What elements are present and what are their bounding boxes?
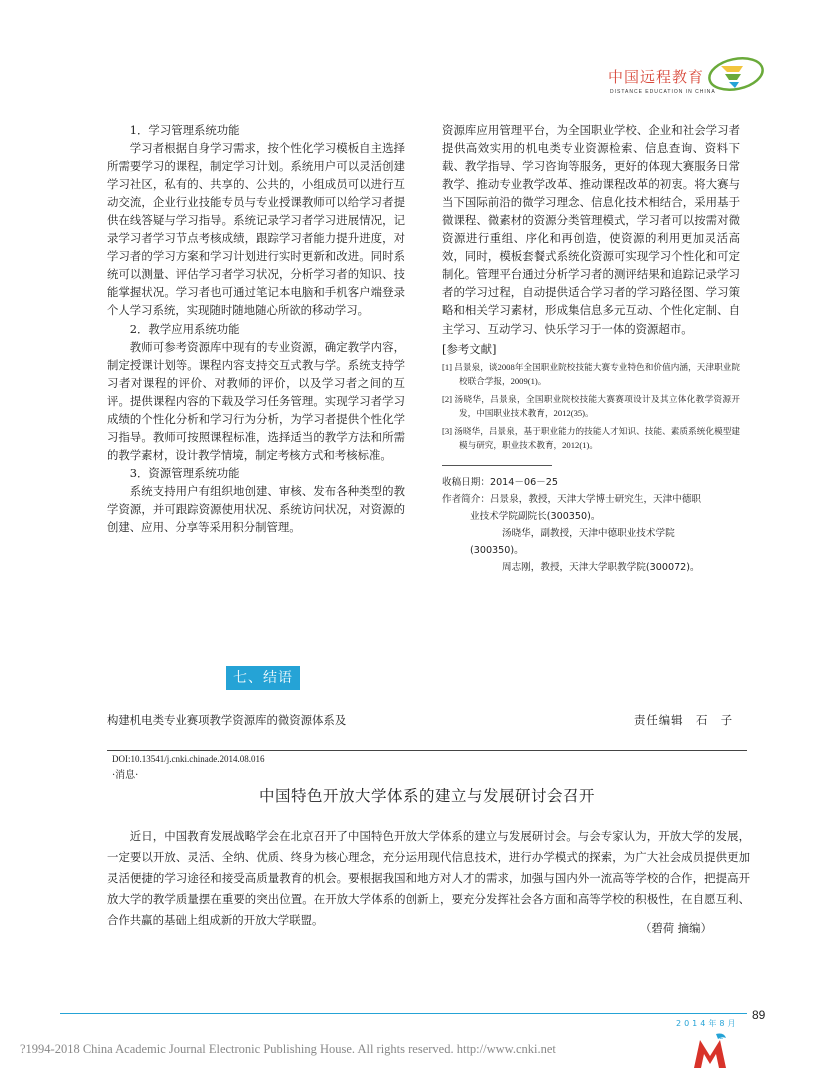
author-info-1: 作者简介：吕景泉，教授，天津大学博士研究生，天津中德职	[442, 493, 702, 505]
section-title-conclusion: 七、结语	[226, 666, 300, 690]
footer-line	[60, 1013, 747, 1014]
subsection-heading-1: 1．学习管理系统功能	[129, 123, 240, 137]
footnote-divider	[442, 465, 552, 466]
news-paragraph: 近日，中国教育发展战略学会在北京召开了中国特色开放大学体系的建立与发展研讨会。与会专家认为，开放大学的发展，一定要以开放、灵活、全纳、优质、终身为核心理念，充分运用现代信息技术，进行办学模式的探索，为广大社会成员提供更加灵活便捷的学习途径和接受高质量教育的机会。要根据我国和地方对人才的需求，加强与国内外一流高等学校的合作，把提高开放大学的教学质量摆在重要的突出位置。在开放大学体系的创新上，要充分发挥社会各方面和高等学校的积极性，在自愿互利、合作共赢的基础上组成新的开放大学联盟。	[107, 829, 750, 927]
reference-item: [1] 吕景泉，谈2008年全国职业院校技能大赛专业特色和价值内涵，天津职业院校联合学报，2009(1)。	[442, 361, 740, 387]
copyright-notice: ?1994-2018 China Academic Journal Electronic Publishing House. All rights reserved. http://www.cnki.net	[20, 1042, 556, 1056]
journal-logo-subtitle: DISTANCE EDUCATION IN CHINA	[610, 89, 716, 95]
reference-item: [2] 汤晓华，吕景泉，全国职业院校技能大赛赛项设计及其立体化教学资源开发，中国职业技术教育，2012(35)。	[442, 393, 740, 419]
cnki-logo-icon	[690, 1030, 730, 1072]
article-running-title: 构建机电类专业赛项教学资源库的微资源体系及	[107, 713, 347, 727]
subsection-heading-3: 3．资源管理系统功能	[129, 465, 240, 480]
doi-label: DOI:10.13541/j.cnki.chinade.2014.08.016	[112, 754, 265, 764]
news-title: 中国特色开放大学体系的建立与发展研讨会召开	[258, 787, 595, 805]
references-title: [参考文献]	[442, 341, 497, 356]
news-body	[107, 826, 750, 931]
author-info-3: 周志刚，教授，天津大学职教学院(300072)。	[502, 561, 700, 573]
page-number: 89	[752, 1008, 766, 1022]
author-info-1-cont: 业技术学院副院长(300350)。	[470, 510, 601, 522]
issue-date: 2014年8月	[676, 1019, 739, 1028]
article-separator	[107, 750, 747, 751]
left-column	[107, 121, 405, 536]
paragraph-resource-management: 系统支持用户有组织地创建、审核、发布各种类型的教学资源，并可跟踪资源使用状况、系统访问状况，对资源的创建、应用、分享等采用积分制管理。	[107, 483, 405, 535]
news-category-label: ·消息·	[112, 770, 139, 781]
paragraph-teaching-application: 教师可参考资源库中现有的专业资源，确定教学内容，制定授课计划等。课程内容支持交互式教与学。系统支持学习者对课程的评价、对教师的评价，以及学习者之间的互评。提供课程内容的下载及学习任务管理。实现学习者学习成绩的个性化分析和学习行为分析，为学习者提供个性化学习指导。教师可按照课程标准，选择适当的教学方法和所需的教学素材，设计教学情境，制定考核方式和考核标准。	[107, 339, 405, 462]
reference-item: [3] 汤晓华，吕景泉，基于职业能力的技能人才知识、技能、素质系统化模型建模与研究，职业技术教育，2012(1)。	[442, 425, 740, 451]
paragraph-conclusion: 资源库应用管理平台，为全国职业学校、企业和社会学习者提供高效实用的机电类专业资源检索、信息查询、资料下载、教学指导、学习咨询等服务，更好的体现大赛服务日常教学、推动专业教学改革、推动课程改革的初衷。将大赛与当下国际前沿的微学习理念、信息化技术相结合，采用基于微课程、微素材的资源分类管理模式，学习者可以按需对微资源进行重组、序化和再创造，使资源的利用更加灵活高效，同时，模板套餐式系统化资源可实现学习个性化和可定制化。管理平台通过分析学习者的测评结果和追踪记录学习者的学习过程，自动提供适合学习者的学习路径图、学习策略和相关学习素材，形成集信息多元互动、个性化定制、自主学习、互动学习、快乐学习于一体的资源超市。	[442, 123, 740, 336]
journal-logo-icon	[703, 52, 765, 98]
news-credit: （碧荷 摘编）	[640, 921, 712, 935]
received-date: 收稿日期：2014－06－25	[442, 476, 558, 488]
paragraph-learning-management: 学习者根据自身学习需求，按个性化学习模板自主选择所需要学习的课程，制定学习计划。系统用户可以灵活创建学习社区，私有的、共享的、公共的，小组成员可以进行互动交流，企业行业技能专员与专业授课教师可以给学习者提供在线答疑与学习指导。系统记录学习者学习进展情况，记录学习者学习节点考核成绩，跟踪学习者能力提升进度，对学习者的学习方案和学习计划进行实时更新和改进。同时系统可以测量、评估学习者学习状况，分析学习者的知识、技能掌握状况。学习者也可通过笔记本电脑和手机客户端登录个人学习系统，实现随时随地随心所欲的移动学习。	[107, 141, 405, 318]
right-column	[442, 121, 740, 576]
subsection-heading-2: 2．教学应用系统功能	[129, 321, 240, 336]
svg-text:e: e	[719, 1033, 724, 1041]
journal-logo-text: 中国远程教育	[608, 68, 705, 86]
author-info-2-cont: (300350)。	[470, 544, 524, 556]
author-info-2: 汤晓华，副教授，天津中德职业技术学院	[502, 527, 675, 539]
editor-credit: 责任编辑 石 子	[634, 713, 734, 727]
